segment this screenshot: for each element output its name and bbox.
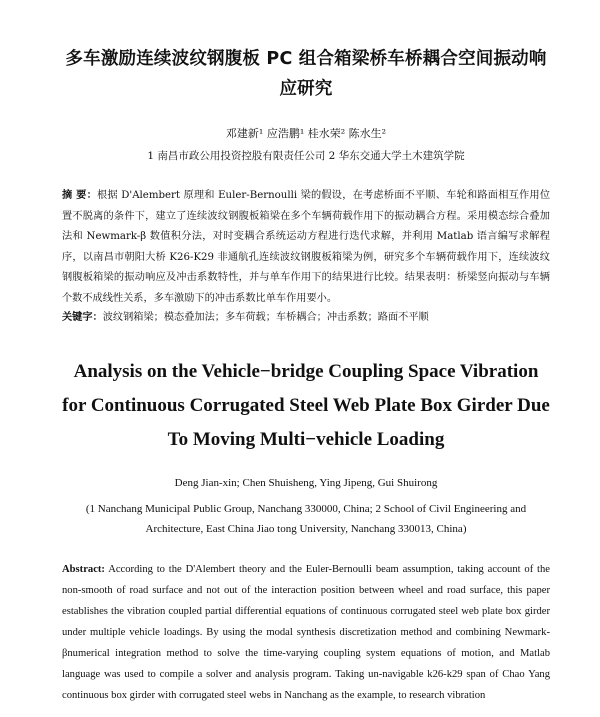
chinese-title: 多车激励连续波纹钢腹板 PC 组合箱梁桥车桥耦合空间振动响应研究 — [65, 49, 547, 99]
english-abstract — [62, 559, 550, 706]
chinese-abstract-text: 根据 D'Alembert 原理和 Euler-Bernoulli 梁的假设，在考虑桥面不平顺、车轮和路面相互作用位置不脱离的条件下，建立了连续波纹钢腹板箱梁在多个车辆荷载作用下的振动耦合方程。采用模态综合叠加法和 Newmark-β 数值积分法，对时变耦合系统运动方程进行迭代求解，并利用 Matlab 语言编写求解程序，以南昌市朝阳大桥 K26-K29 非通航孔连续波纹钢腹板箱梁为例，研究多个车辆荷载作用下，连续波纹钢腹板箱梁的振动响应及冲击系数特性，并与单车作用下的结果进行比较。结果表明：桥梁竖向振动与车辆个数不成线性关系，多车激励下的冲击系数比单车作用要小。 — [62, 190, 551, 304]
chinese-keywords-label: 关键字： — [62, 312, 103, 323]
english-authors: Deng Jian-xin; Chen Shuisheng, Ying Jipeng, Gui Shuirong — [174, 477, 438, 489]
chinese-authors: 邓建新¹ 应浩鹏¹ 桂水荣² 陈水生² — [225, 127, 387, 140]
chinese-abstract-label: 摘 要： — [62, 190, 97, 201]
english-title: Analysis on the Vehicle−bridge Coupling Space Vibration for Continuous Corrugated Steel Web Plate Box Girder Due To Moving Multi−vehicle Loading — [62, 361, 550, 450]
english-affiliation: (1 Nanchang Municipal Public Group, Nanchang 330000, China; 2 School of Civil Engineering and Architecture, East China Jiao tong University, Nanchang 330013, China) — [85, 503, 527, 535]
chinese-keywords-text: 波纹钢箱梁；模态叠加法；多车荷载；车桥耦合；冲击系数；路面不平顺 — [102, 312, 429, 323]
english-abstract-text: According to the D'Alembert theory and the Euler-Bernoulli beam assumption, taking account of the non-smooth of road surface and not out of the interaction position between wheel and road surface, this paper establishes the vibration coupled partial differential equations of continuous corrugated steel web plate box girder under multiple vehicle loadings. By using the modal synthesis discretization method and combining Newmark-βnumerical integration method to solve the time-varying coupling system equations of motion, and Matlab language was used to compile a solver and analysis program. Taking un-navigable k26-k29 span of Chao Yang continuous box girder with corrugated steel webs in Nanchang as the example, to research vibration — [62, 564, 550, 701]
english-abstract-label: Abstract: — [62, 564, 105, 575]
chinese-keywords — [62, 309, 550, 327]
chinese-affiliation: 1 南昌市政公用投资控股有限责任公司 2 华东交通大学土木建筑学院 — [147, 150, 465, 162]
chinese-abstract — [62, 186, 550, 309]
